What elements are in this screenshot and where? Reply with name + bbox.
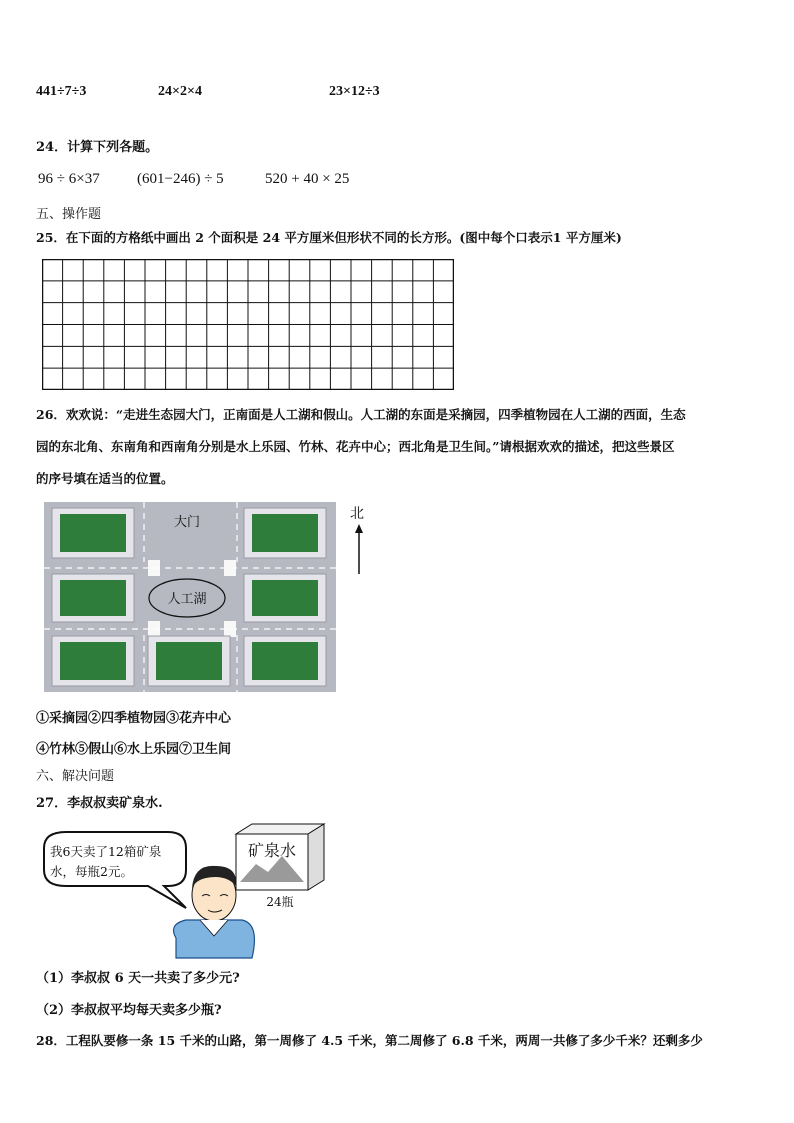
q25-title: 25．在下面的方格纸中画出 2 个面积是 24 平方厘米但形状不同的长方形。(图中每个口表示1 平方厘米): [36, 230, 622, 245]
expr-23x12: 23×12÷3: [329, 84, 380, 99]
north-arrow-icon: [352, 524, 366, 574]
vendor-illustration: [36, 820, 336, 960]
q24-expr2: (601−246) ÷ 5: [137, 171, 224, 187]
speech-line1: 我6天卖了12箱矿泉: [50, 844, 162, 859]
park-block-se: [244, 636, 326, 686]
section-5-heading: 五、操作题: [36, 207, 102, 222]
square-grid: [42, 259, 454, 390]
crosswalk: [148, 560, 160, 576]
park-block-ne: [244, 508, 326, 558]
q27-title: 27．李叔叔卖矿泉水.: [36, 796, 163, 811]
crosswalk: [224, 560, 236, 576]
park-block-nw: [52, 508, 134, 558]
q24-expr1: 96 ÷ 6×37: [38, 171, 100, 187]
q26-options-1: ①采摘园②四季植物园③花卉中心: [36, 711, 232, 726]
q26-line1: 26．欢欢说：“走进生态园大门，正南面是人工湖和假山。人工湖的东面是采摘园，四季植物园在人工湖的西面，生态: [36, 407, 686, 422]
speech-line2: 水，每瓶2元。: [50, 864, 133, 879]
q28-text: 28．工程队要修一条 15 千米的山路，第一周修了 4.5 千米，第二周修了 6.8 千米，两周一共修了多少千米？还剩多少: [36, 1033, 703, 1048]
eco-park-map: [44, 502, 336, 692]
q27-sub2: （2）李叔叔平均每天卖多少瓶?: [36, 1003, 222, 1018]
expr-24x2x4: 24×2×4: [158, 84, 202, 99]
lake-label: 人工湖: [167, 592, 207, 607]
q26-options-2: ④竹林⑤假山⑥水上乐园⑦卫生间: [36, 742, 232, 757]
section-6-heading: 六、解决问题: [36, 769, 115, 784]
q26-line3: 的序号填在适当的位置。: [36, 471, 174, 486]
park-block-e: [244, 574, 326, 622]
park-block-s: [148, 636, 230, 686]
north-label: 北: [350, 506, 364, 522]
expr-441: 441÷7÷3: [36, 84, 87, 99]
crosswalk: [224, 621, 236, 637]
box-count: 24瓶: [266, 895, 294, 909]
q24-expr3: 520 + 40 × 25: [265, 171, 350, 187]
q24-title: 24．计算下列各题。: [36, 140, 159, 155]
box-label: 矿泉水: [247, 841, 297, 860]
park-block-sw: [52, 636, 134, 686]
water-box: [236, 824, 324, 890]
q26-line2: 园的东北角、东南角和西南角分别是水上乐园、竹林、花卉中心；西北角是卫生间。”请根据欢欢的描述，把这些景区: [36, 439, 675, 454]
park-block-w: [52, 574, 134, 622]
gate-label: 大门: [173, 515, 201, 530]
crosswalk: [148, 621, 160, 637]
q27-sub1: （1）李叔叔 6 天一共卖了多少元?: [36, 971, 240, 986]
